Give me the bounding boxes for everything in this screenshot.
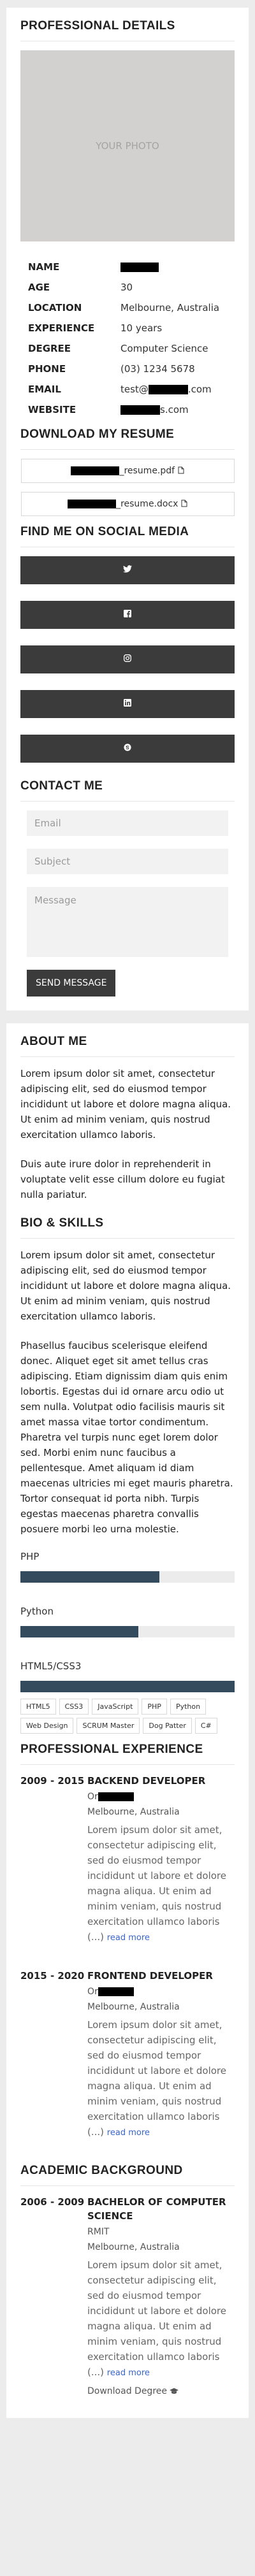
experience-title-text: BACKEND DEVELOPER [87,1775,206,1787]
download-docx-button[interactable] [21,492,235,516]
experience-item [20,1969,235,2141]
skill-label: HTML5/CSS3 [20,1660,82,1672]
experience-item [20,1774,235,1946]
skill-tag: JavaScript [92,1699,138,1715]
skill-bar-fill [20,1681,235,1692]
skill-tag: SCRUM Master [76,1718,140,1734]
detail-key: AGE [28,282,50,293]
redacted-block [149,385,188,394]
bio-skills-title: BIO & SKILLS [20,1216,235,1239]
email-input[interactable]: Email [27,810,228,836]
details-row-experience [20,318,235,338]
email-suffix: .com [187,384,212,395]
redacted-block [120,263,159,272]
email-prefix: test@ [120,384,149,395]
experience-place: Melbourne, Australia [87,2002,180,2012]
bio-paragraph-1: Lorem ipsum dolor sit amet, consectetur adipiscing elit, sed do eiusmod tempor incididunt ut labore et dolore magna aliqua. Ut enim ad minim veniam, quis nostrud exercitation ullamco laboris. [20,1249,231,1322]
twitter-button[interactable] [20,556,235,584]
main-content-card [6,1023,249,2418]
org-prefix: Or [87,1987,98,1997]
details-row-age [20,277,235,298]
academic-title: ACADEMIC BACKGROUND [20,2164,235,2186]
skill-tag: C# [195,1718,217,1734]
detail-value: Melbourne, Australia [120,302,220,313]
read-more-link[interactable]: read more [106,1933,150,1943]
skill-tag: Web Design [20,1718,73,1734]
detail-key: PHONE [28,363,66,375]
skill-tags [20,1699,235,1734]
details-table [20,257,235,420]
experience-description [87,2017,235,2141]
experience-desc-text: Lorem ipsum dolor sit amet, consectetur adipiscing elit, sed do eiusmod tempor incididunt ut labore et dolore magna aliqua. Ut enim ad minim veniam, quis nostrud exercitation ullamco laboris (...) [87,2019,226,2138]
redacted-block [120,405,160,415]
skill-tag: Dog Patter [143,1718,191,1734]
detail-value: 30 [120,282,133,293]
detail-key: EXPERIENCE [28,322,95,334]
facebook-icon [124,610,131,620]
redacted-block [98,1792,134,1801]
academic-desc-text: Lorem ipsum dolor sit amet, consectetur adipiscing elit, sed do eiusmod tempor incididunt ut labore et dolore magna aliqua. Ut enim ad minim veniam, quis nostrud exercitation ullamco laboris (...) [87,2259,226,2378]
professional-details-title: PROFESSIONAL DETAILS [20,19,235,41]
social-media-title: FIND ME ON SOCIAL MEDIA [20,525,235,547]
skill-tag: PHP [142,1699,167,1715]
skill-tag: HTML5 [20,1699,56,1715]
skill-bar-fill [20,1626,138,1637]
instagram-button[interactable] [20,645,235,673]
experience-dates: 2009 - 2015 [20,1775,85,1787]
experience-org [87,1789,235,1804]
file-icon [181,499,187,509]
twitter-icon [123,565,132,575]
detail-value: Computer Science [120,343,208,354]
detail-value-name [113,257,235,277]
skill-html-css [20,1660,235,1692]
details-row-phone [20,359,235,379]
details-row-website [20,399,235,420]
details-row-email [20,379,235,399]
subject-input[interactable]: Subject [27,849,228,874]
bio-paragraph-2: Phasellus faucibus scelerisque eleifend donec. Aliquet eget sit amet tellus cras adipiscing. Etiam dignissim diam quis enim lobortis. Egestas dui id ornare arcu odio ut sem nulla. Volutpat odio facilisis mauris sit amet massa vitae tortor condimentum. Pharetra vel turpis nunc eget lorem dolor sed. Morbi enim nunc faucibus a pellentesque. Amet aliquam id diam maecenas ultricies mi eget mauris pharetra. Tortor consequat id porta nibh. Turpis egestas maecenas pharetra convallis posuere morbi leo urna molestie. [20,1340,233,1535]
download-resume-title: DOWNLOAD MY RESUME [20,428,235,450]
download-docx-label: _resume.docx [116,499,178,509]
profile-photo-placeholder: YOUR PHOTO [20,50,235,241]
detail-key: WEBSITE [28,404,76,415]
facebook-button[interactable] [20,601,235,629]
detail-value: (03) 1234 5678 [120,363,195,375]
experience-description [87,1822,235,1946]
skill-bar [20,1571,235,1583]
professional-details-card [6,8,249,1011]
download-pdf-button[interactable] [21,459,235,483]
academic-school: RMIT [87,2227,110,2237]
details-row-degree [20,338,235,359]
about-paragraph-1: Lorem ipsum dolor sit amet, consectetur adipiscing elit, sed do eiusmod tempor incididunt ut labore et dolore magna aliqua. Ut enim ad minim veniam, quis nostrud exercitation ullamco laboris. [20,1068,231,1140]
details-row-location [20,298,235,318]
detail-value: 10 years [120,322,163,334]
contact-me-title: CONTACT ME [20,779,235,802]
instagram-icon [124,654,131,665]
linkedin-button[interactable] [20,690,235,718]
read-more-link[interactable]: read more [106,2128,150,2138]
skill-label: Python [20,1606,54,1617]
experience-body [87,1774,235,1946]
experience-dates: 2015 - 2020 [20,1970,85,1982]
experience-desc-text: Lorem ipsum dolor sit amet, consectetur adipiscing elit, sed do eiusmod tempor incididunt ut labore et dolore magna aliqua. Ut enim ad minim veniam, quis nostrud exercitation ullamco laboris (...) [87,1824,226,1943]
skype-button[interactable] [20,735,235,763]
send-message-button[interactable]: SEND MESSAGE [27,970,115,997]
academic-description [87,2257,235,2381]
detail-value-email[interactable] [113,379,235,399]
detail-key: NAME [28,261,60,273]
download-pdf-label: _resume.pdf [119,466,175,476]
file-icon [178,466,184,476]
detail-key: LOCATION [28,302,82,313]
redacted-block [68,500,116,508]
skill-python [20,1606,235,1637]
linkedin-icon [124,699,131,709]
download-degree-link[interactable] [87,2386,235,2396]
skill-bar [20,1681,235,1692]
read-more-link[interactable]: read more [106,2368,150,2378]
website-suffix: s.com [160,404,189,415]
academic-dates: 2006 - 2009 [20,2196,85,2208]
detail-value-website[interactable] [113,399,235,420]
org-prefix: Or [87,1792,98,1802]
skill-bar-fill [20,1571,159,1583]
detail-key: EMAIL [28,384,61,395]
experience-place: Melbourne, Australia [87,1807,180,1817]
academic-item [20,2195,235,2381]
skill-php [20,1551,235,1583]
skill-tag: Python [170,1699,206,1715]
redacted-block [71,466,119,475]
experience-title-text: FRONTEND DEVELOPER [87,1970,213,1982]
details-row-name [20,257,235,277]
skype-icon [124,744,131,754]
skill-label: PHP [20,1551,40,1562]
about-paragraph-2: Duis aute irure dolor in reprehenderit in voluptate velit esse cillum dolore eu fugiat nulla pariatur. [20,1158,225,1200]
academic-degree: BACHELOR OF COMPUTER SCIENCE [87,2196,226,2222]
experience-title: PROFESSIONAL EXPERIENCE [20,1743,235,1765]
graduation-cap-icon [170,2386,178,2396]
message-textarea[interactable]: Message [27,887,228,957]
academic-body [87,2195,235,2381]
redacted-block [98,1987,134,1996]
download-degree-label: Download Degree [87,2386,167,2396]
detail-key: DEGREE [28,343,71,354]
about-me-title: ABOUT ME [20,1035,235,1057]
academic-place: Melbourne, Australia [87,2242,180,2252]
experience-body [87,1969,235,2141]
skill-tag: CSS3 [59,1699,89,1715]
experience-org [87,1984,235,1999]
skill-bar [20,1626,235,1637]
